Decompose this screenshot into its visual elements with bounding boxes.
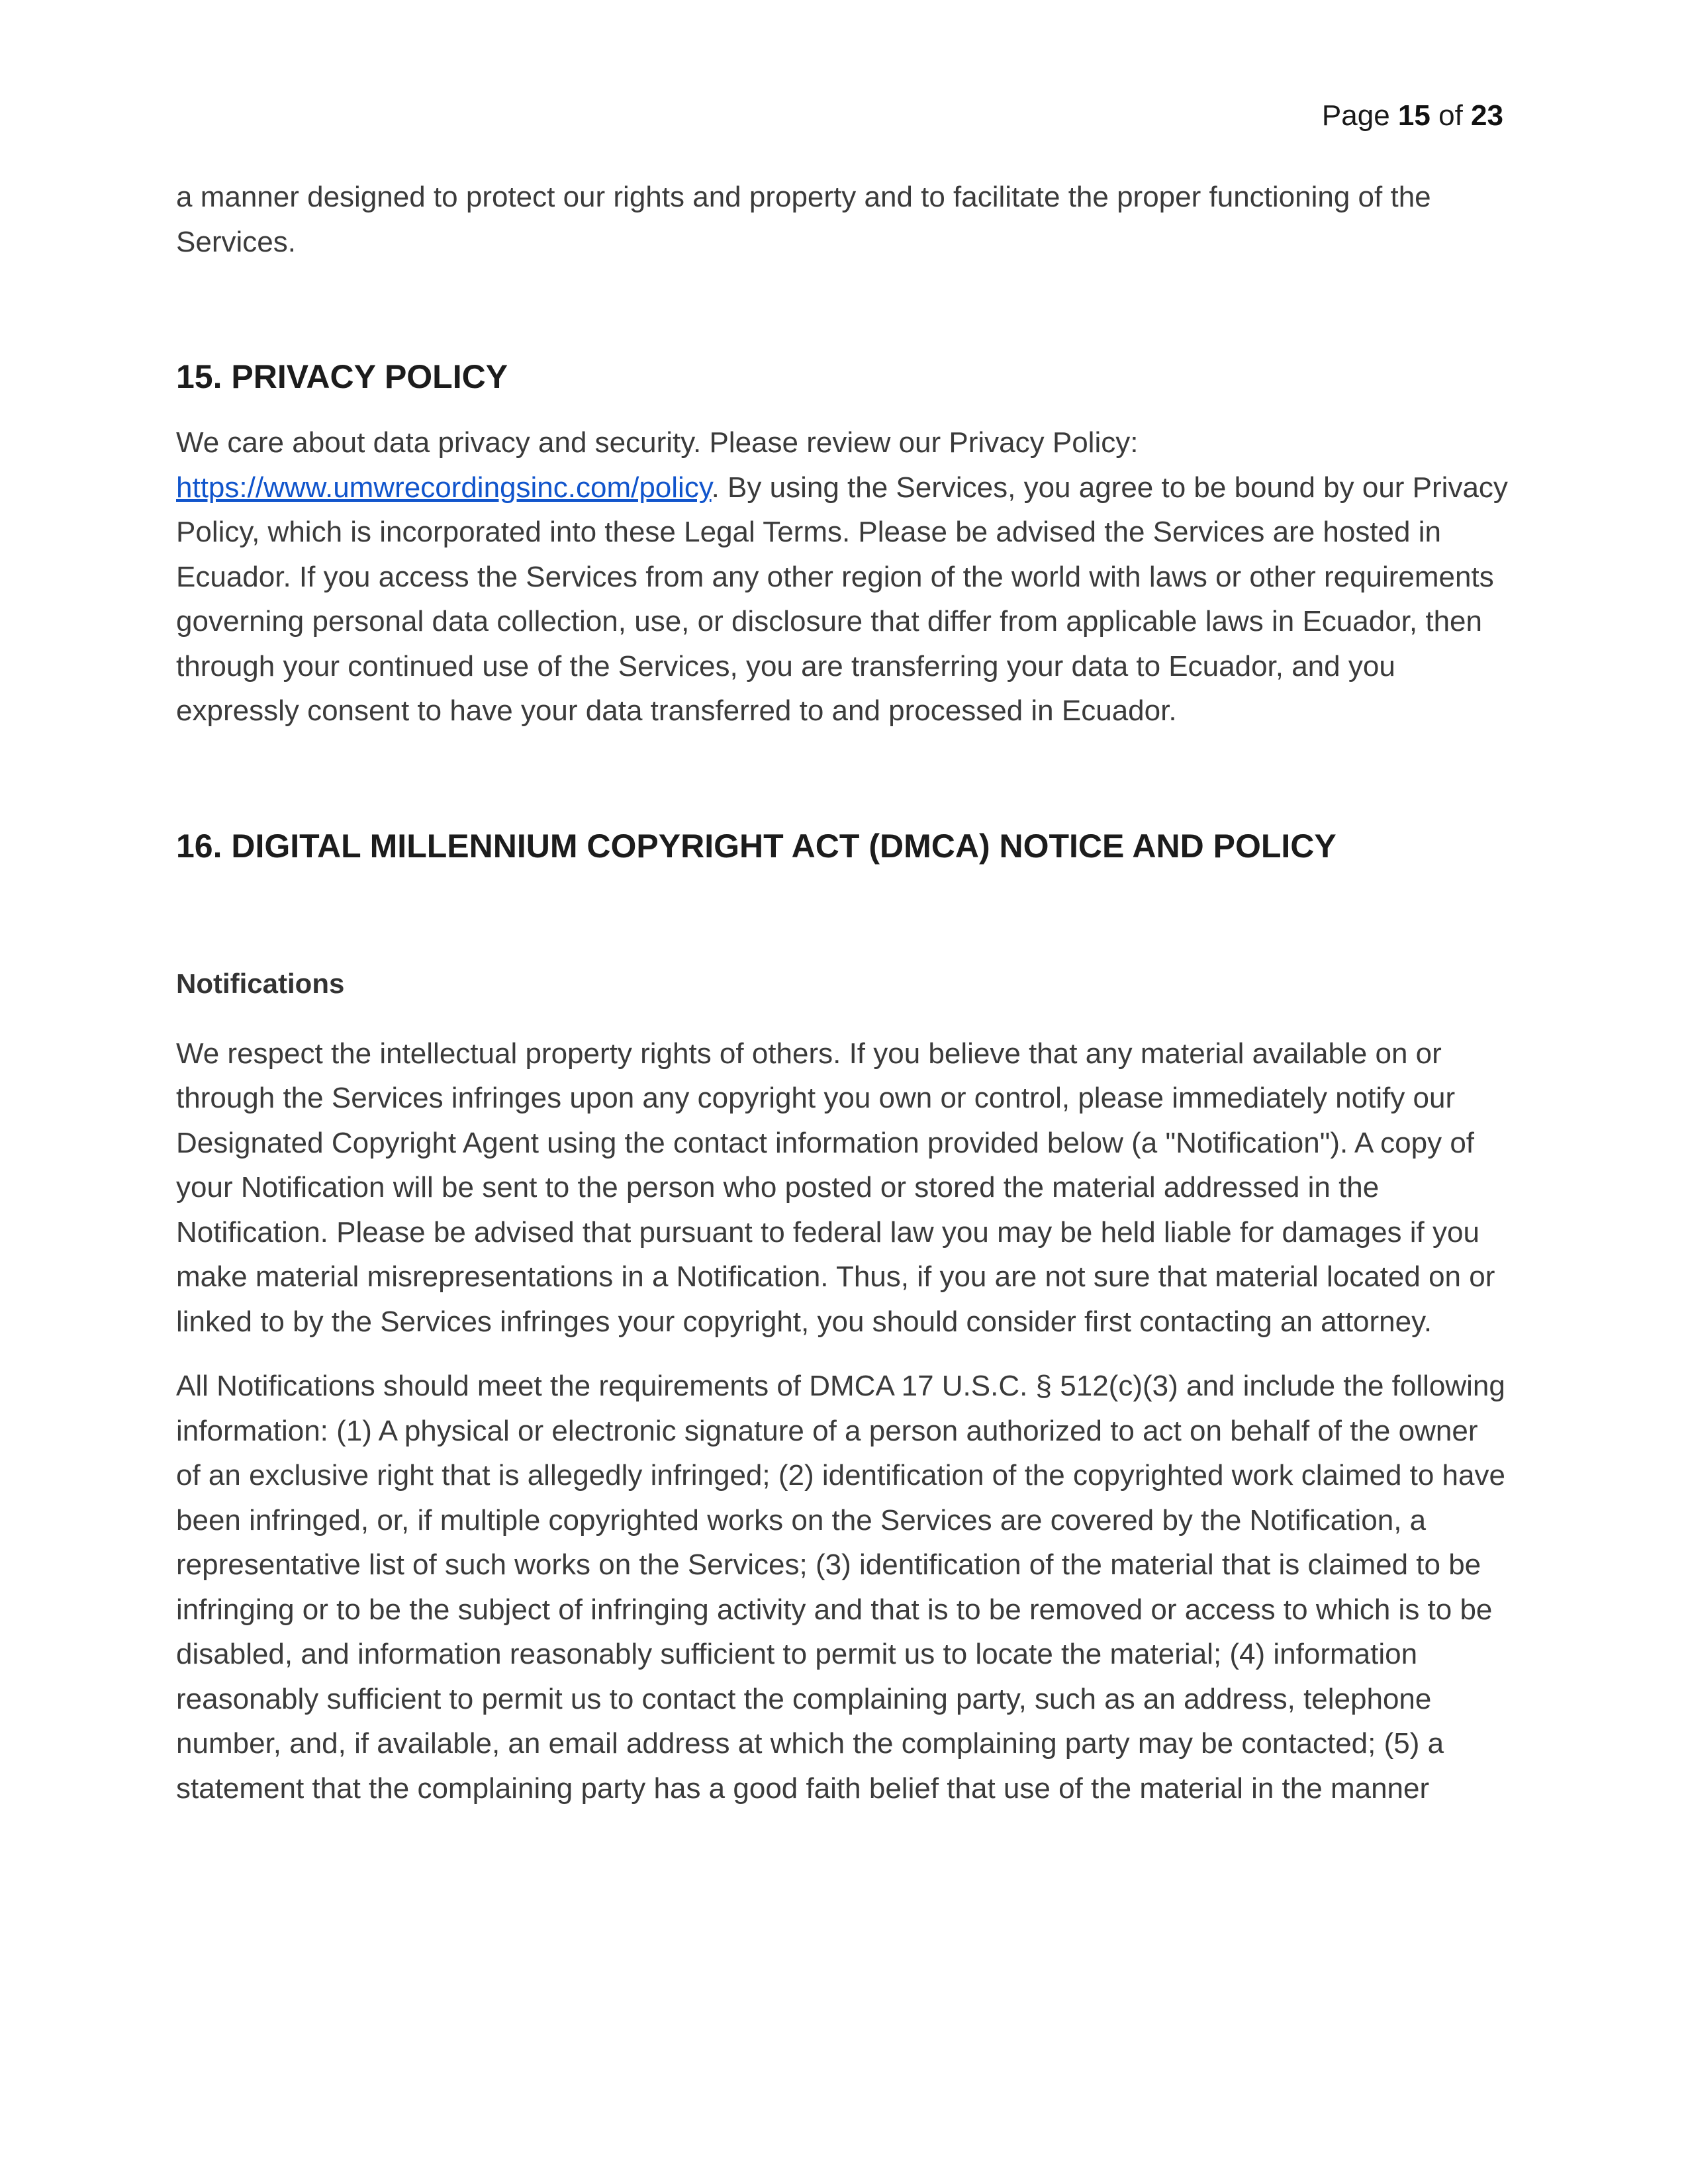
notifications-paragraph: We respect the intellectual property rights of others. If you believe that any material available on or through the Services infringes upon any copyright you own or control, please immediately notify our Designated Copyright Agent using the contact information provided below (a "Notification"). A copy of your Notification will be sent to the person who posted or stored the material addressed in the Notification. Please be advised that pursuant to federal law you may be held liable for damages if you make material misrepresentations in a Notification. Thus, if you are not sure that material located on or linked to by the Services infringes your copyright, you should consider first contacting an attorney. [176, 1037, 1495, 1338]
page-word: Page [1321, 99, 1390, 132]
privacy-policy-link[interactable]: https://www.umwrecordingsinc.com/policy [176, 471, 712, 504]
privacy-policy-paragraph [176, 420, 1508, 734]
privacy-text-before-link: We care about data privacy and security. Please review our Privacy Policy: [176, 426, 1139, 459]
intro-paragraph: a manner designed to protect our rights and property and to facilitate the proper functioning of the Services. [176, 181, 1431, 258]
notifications-subheading: Notifications [176, 967, 345, 999]
section-16-heading: 16. DIGITAL MILLENNIUM COPYRIGHT ACT (DMCA) NOTICE AND POLICY [176, 827, 1336, 865]
page-current: 15 [1397, 99, 1430, 132]
requirements-paragraph: All Notifications should meet the requirements of DMCA 17 U.S.C. § 512(c)(3) and include the following information: (1) A physical or electronic signature of a person authorized to act on behalf of the owner of an exclusive right that is allegedly infringed; (2) identification of the copyrighted work claimed to have been infringed, or, if multiple copyrighted works on the Services are covered by the Notification, a representative list of such works on the Services; (3) identification of the material that is claimed to be infringing or to be the subject of infringing activity and that is to be removed or access to which is to be disabled, and information reasonably sufficient to permit us to locate the material; (4) information reasonably sufficient to permit us to contact the complaining party, such as an address, telephone number, and, if available, an email address at which the complaining party may be contacted; (5) a statement that the complaining party has a good faith belief that use of the material in the manner [176, 1370, 1505, 1805]
section-15-heading: 15. PRIVACY POLICY [176, 358, 508, 395]
document-body [176, 175, 1508, 1811]
of-word: of [1438, 99, 1463, 132]
page-number [1322, 99, 1503, 132]
privacy-text-after-link: . By using the Services, you agree to be bound by our Privacy Policy, which is incorporated into these Legal Terms. Please be advised the Services are hosted in Ecuador. If you access the Services from any other region of the world with laws or other requirements governing personal data collection, use, or disclosure that differ from applicable laws in Ecuador, then through your continued use of the Services, you are transferring your data to Ecuador, and you expressly consent to have your data transferred to and processed in Ecuador. [176, 471, 1508, 727]
page-total: 23 [1471, 99, 1503, 132]
